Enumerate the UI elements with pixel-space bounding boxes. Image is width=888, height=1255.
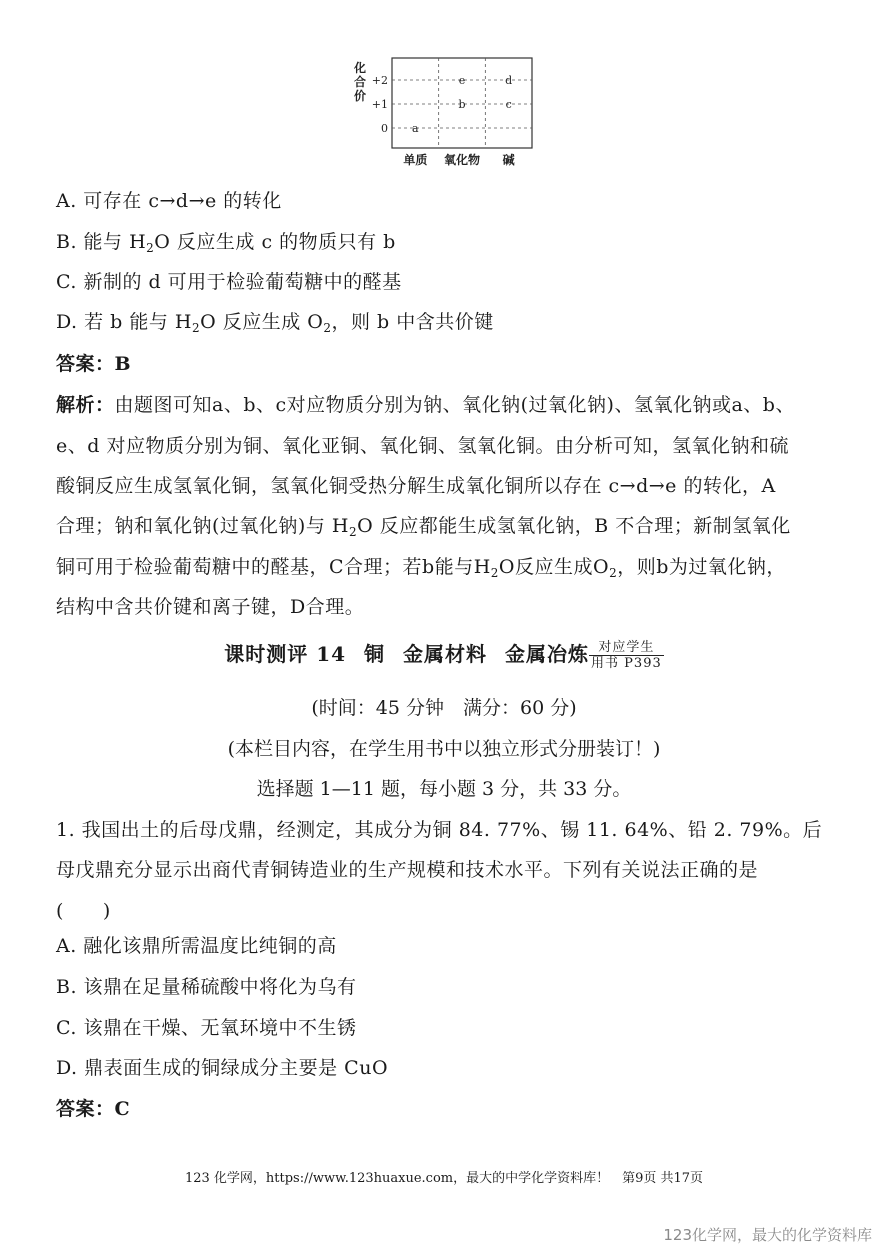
prev-option-b [56, 227, 396, 255]
y-tick-labels [372, 74, 388, 135]
title-number: 课时测评 14 [224, 642, 347, 666]
text-part: D. 若 b 能与 H [56, 311, 192, 333]
analysis-line-4 [56, 511, 791, 539]
subscript: 2 [609, 566, 618, 580]
text-part: O 反应生成 c 的物质只有 b [154, 231, 396, 253]
time-info: (时间：45 分钟 满分：60 分) [311, 697, 577, 719]
ylabel-char-2: 合 [354, 75, 367, 89]
prev-answer [56, 349, 131, 376]
q1-stem-line-1: 1. 我国出土的后母戊鼎，经测定，其成分为铜 84. 77%、锡 11. 64%、铅 2. 79%。后 [56, 819, 823, 841]
analysis-text: 由题图可知a、b、c对应物质分别为钠、氧化钠(过氧化钠)、氢氧化钠或a、b、 [114, 394, 795, 416]
q1-option-c: C. 该鼎在干燥、无氧环境中不生锈 [56, 1017, 357, 1039]
q1-option-b: B. 该鼎在足量稀硫酸中将化为乌有 [56, 976, 357, 998]
watermark: 123化学网，最大的化学资料库 [663, 1226, 872, 1244]
text-part: O 反应都能生成氢氧化钠，B 不合理；新制氢氧化 [357, 515, 791, 537]
subscript: 2 [146, 241, 155, 255]
answer-label: 答案： [56, 1098, 115, 1120]
q1-option-d: D. 鼎表面生成的铜绿成分主要是 CuO [56, 1057, 389, 1079]
y-tick-label: +2 [371, 74, 388, 87]
x-category-label: 碱 [502, 153, 515, 167]
y-tick-label: +1 [371, 98, 388, 111]
x-category-label: 单质 [403, 153, 428, 167]
point-b: b [458, 98, 466, 111]
text-part: ，则b为过氧化钠， [617, 556, 786, 578]
point-a: a [412, 122, 419, 135]
text-part: 铜可用于检验葡萄糖中的醛基，C合理；若b能与H [56, 556, 491, 578]
title-topic-2: 金属材料 [403, 642, 488, 666]
point-c: c [505, 98, 512, 111]
title-topic-1: 铜 [364, 642, 386, 666]
answer-value: B [114, 353, 132, 375]
analysis-line-6: 结构中含共价键和离子键，D合理。 [56, 596, 365, 618]
page-footer: 123 化学网，https://www.123huaxue.com，最大的中学化学资料库！ 第9页 共17页 [184, 1171, 704, 1186]
y-tick-label: 0 [381, 122, 388, 135]
point-e: e [458, 74, 466, 87]
valence-chart [350, 52, 550, 172]
q1-option-a: A. 融化该鼎所需温度比纯铜的高 [56, 935, 337, 957]
subscript: 2 [192, 321, 201, 335]
subscript: 2 [323, 321, 332, 335]
ref-top: 对应学生 [589, 640, 664, 656]
binding-note: (本栏目内容，在学生用书中以独立形式分册装订！) [227, 738, 661, 760]
point-d: d [505, 74, 513, 87]
ylabel-char-1: 化 [354, 61, 367, 75]
section-title [0, 638, 888, 671]
instruction: 选择题 1—11 题，每小题 3 分，共 33 分。 [256, 778, 632, 800]
analysis-line-3: 酸铜反应生成氢氧化铜，氢氧化铜受热分解生成氧化铜所以存在 c→d→e 的转化，A [56, 475, 776, 497]
q1-stem-line-2: 母戊鼎充分显示出商代青铜铸造业的生产规模和技术水平。下列有关说法正确的是 [56, 859, 759, 881]
subscript: 2 [490, 566, 499, 580]
x-category-labels [403, 152, 515, 167]
title-topic-3: 金属冶炼 [505, 642, 590, 666]
prev-option-c: C. 新制的 d 可用于检验葡萄糖中的醛基 [56, 271, 402, 293]
prev-option-d [56, 307, 494, 335]
ylabel-char-3: 价 [354, 89, 367, 103]
ref-bottom: 用书 P393 [591, 656, 662, 671]
text-part: 合理；钠和氧化钠(过氧化钠)与 H [56, 515, 349, 537]
analysis-line-5 [56, 552, 786, 580]
text-part: ，则 b 中含共价键 [331, 311, 494, 333]
analysis-line-2: e、d 对应物质分别为铜、氧化亚铜、氧化铜、氢氧化铜。由分析可知，氢氧化钠和硫 [56, 435, 789, 457]
text-part: O反应生成O [498, 556, 610, 578]
answer-label: 答案： [56, 353, 115, 375]
book-reference [589, 640, 664, 671]
text-part: O 反应生成 O [200, 311, 324, 333]
analysis-line-1 [56, 390, 795, 417]
x-category-label: 氧化物 [443, 153, 481, 167]
q1-answer-blank: ( ) [56, 900, 111, 922]
subscript: 2 [348, 525, 358, 539]
analysis-label: 解析： [56, 394, 115, 416]
q1-answer [56, 1094, 130, 1121]
data-points [412, 74, 512, 135]
text-part: B. 能与 H [56, 231, 147, 253]
y-axis-label [353, 60, 366, 103]
prev-option-a: A. 可存在 c→d→e 的转化 [56, 190, 282, 212]
answer-value: C [114, 1098, 131, 1120]
